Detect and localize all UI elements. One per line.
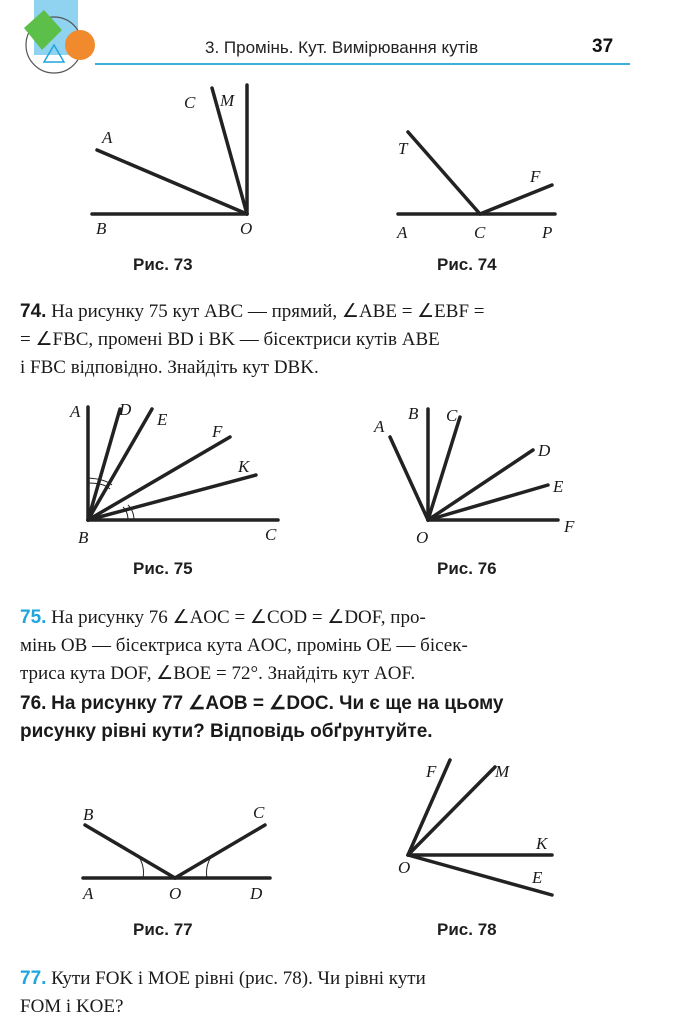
problem-text-line: і FBC відповідно. Знайдіть кут DBK. [20, 357, 319, 378]
label-a: A [397, 223, 408, 242]
label-c: C [184, 93, 196, 112]
label-p: P [542, 223, 553, 242]
label-f: F [212, 422, 223, 441]
page-number: 37 [592, 36, 614, 57]
problem-number: 77. [20, 968, 47, 989]
chapter-title: 3. Промінь. Кут. Вимірювання кутів [205, 38, 479, 57]
label-c: C [474, 223, 486, 242]
label-a: A [102, 128, 113, 147]
label-b: B [83, 805, 94, 824]
label-e: E [553, 477, 564, 496]
label-a: A [70, 402, 81, 421]
geometry-logo-icon [14, 0, 104, 75]
label-o: O [240, 219, 253, 238]
problem-text-line: триса кута DOF, ∠BOE = 72°. Знайдіть кут AOF. [20, 663, 416, 684]
label-o: O [398, 858, 411, 877]
label-b: B [96, 219, 107, 238]
figure-78 [390, 755, 570, 905]
problem-75 [20, 604, 632, 688]
label-m: M [495, 762, 510, 781]
label-d: D [119, 400, 132, 419]
label-e: E [157, 410, 168, 429]
label-c: C [253, 803, 265, 822]
problem-number: 74. [20, 301, 47, 322]
figure-77 [75, 795, 275, 905]
caption-fig-76: Рис. 76 [437, 559, 497, 578]
problem-number: 75. [20, 607, 47, 628]
problem-text-line: На рисунку 77 ∠AOB = ∠DOC. Чи є ще на цьому [51, 693, 504, 714]
figure-75 [60, 395, 290, 550]
figure-74 [390, 120, 570, 245]
label-e: E [532, 868, 543, 887]
problem-number: 76. [20, 693, 47, 714]
figure-73 [80, 80, 280, 245]
section-logo [14, 0, 104, 75]
label-f: F [530, 167, 541, 186]
label-m: M [220, 91, 235, 110]
label-o: O [169, 884, 182, 903]
label-c: C [265, 525, 277, 544]
problem-77 [20, 965, 632, 1021]
label-k: K [238, 457, 250, 476]
label-o: O [416, 528, 429, 547]
figure-76 [368, 395, 583, 550]
problem-text-line: FOM і KOE? [20, 996, 124, 1017]
label-d: D [538, 441, 551, 460]
label-b: B [78, 528, 89, 547]
label-c: C [446, 406, 458, 425]
header-divider [95, 63, 630, 65]
problem-text-line: На рисунку 75 кут ABC — прямий, ∠ABE = ∠EBF = [51, 301, 485, 322]
label-a: A [374, 417, 385, 436]
label-b: B [408, 404, 419, 423]
caption-fig-75: Рис. 75 [133, 559, 193, 578]
label-k: K [536, 834, 548, 853]
caption-fig-78: Рис. 78 [437, 920, 497, 939]
label-a: A [83, 884, 94, 903]
caption-fig-73: Рис. 73 [133, 255, 193, 274]
label-t: T [398, 139, 408, 158]
caption-fig-74: Рис. 74 [437, 255, 497, 274]
label-d: D [250, 884, 263, 903]
problem-text-line: рисунку рівні кути? Відповідь обґрунтуйте. [20, 721, 433, 742]
caption-fig-77: Рис. 77 [133, 920, 193, 939]
problem-74 [20, 298, 632, 382]
problem-76 [20, 690, 632, 746]
label-f: F [426, 762, 437, 781]
problem-text-line: мінь OB — бісектриса кута AOC, промінь OE — бісек- [20, 635, 468, 656]
problem-text-line: Кути FOK і MOE рівні (рис. 78). Чи рівні кути [51, 968, 426, 989]
problem-text-line: На рисунку 76 ∠AOC = ∠COD = ∠DOF, про- [51, 607, 426, 628]
problem-text-line: = ∠FBC, промені BD і BK — бісектриси кутів ABE [20, 329, 440, 350]
label-f: F [564, 517, 575, 536]
